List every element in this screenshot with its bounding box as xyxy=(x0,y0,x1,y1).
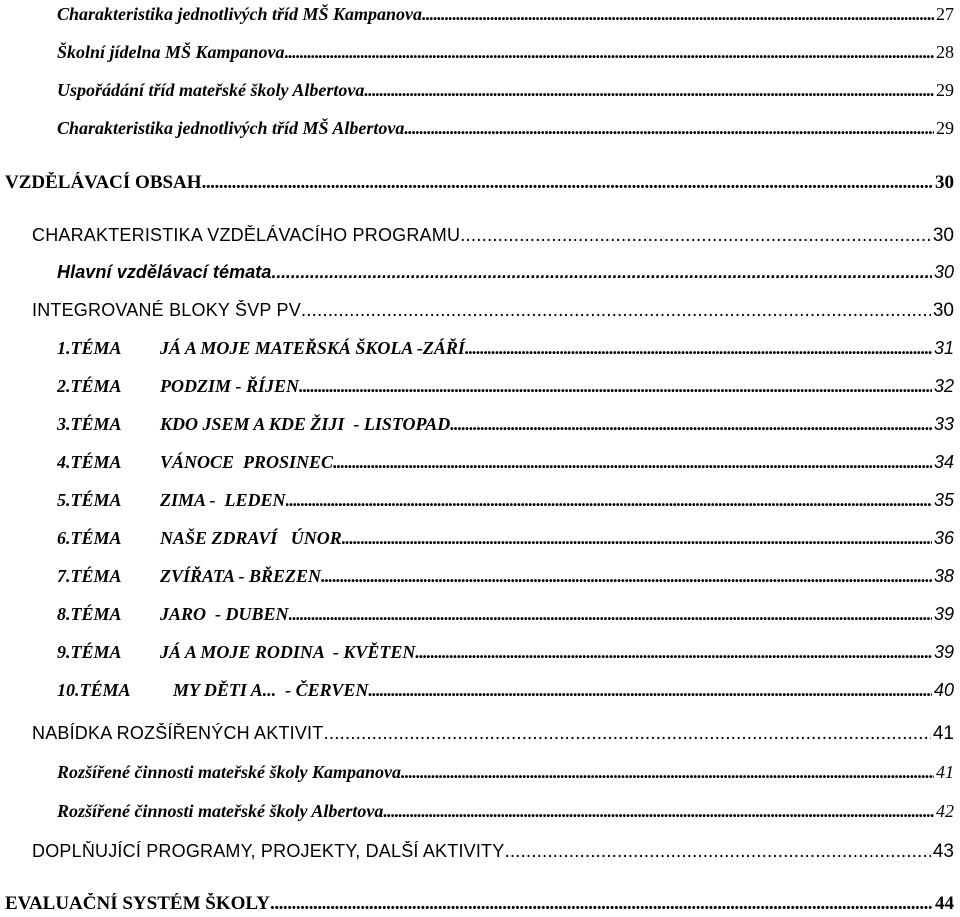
toc-entry-title xyxy=(57,528,342,549)
toc-entry[interactable] xyxy=(5,172,954,194)
toc-dot-leader xyxy=(450,414,932,435)
toc-entry[interactable] xyxy=(57,680,954,701)
toc-topic-number: 6.TÉMA xyxy=(57,528,122,548)
toc-page-number: 29 xyxy=(936,80,954,100)
toc-entry[interactable] xyxy=(5,893,954,915)
toc-entry[interactable] xyxy=(57,642,954,663)
toc-topic-title: ZIMA - LEDEN xyxy=(160,490,286,510)
toc-entry-title: Rozšířené činnosti mateřské školy Kampanova xyxy=(57,762,402,782)
toc-entry[interactable] xyxy=(32,723,954,745)
toc-dot-leader xyxy=(415,642,932,663)
toc-topic-title: ZVÍŘATA - BŘEZEN xyxy=(160,566,322,586)
toc-entry-title xyxy=(57,604,289,625)
toc-dot-leader xyxy=(299,376,932,397)
toc-entry-title xyxy=(57,490,286,511)
toc-topic-number: 2.TÉMA xyxy=(57,376,122,396)
toc-page-number: 36 xyxy=(933,528,954,548)
toc-page-number: 30 xyxy=(932,225,954,246)
toc-dot-leader xyxy=(323,723,930,745)
toc-entry[interactable] xyxy=(57,4,954,25)
toc-entry[interactable] xyxy=(57,528,954,549)
toc-page-number: 32 xyxy=(933,376,954,396)
toc-dot-leader xyxy=(364,80,934,101)
toc-entry-title: DOPLŇUJÍCÍ PROGRAMY, PROJEKTY, DALŠÍ AKTIVITY xyxy=(32,841,505,861)
toc-entry[interactable] xyxy=(57,566,954,587)
toc-dot-leader xyxy=(504,841,930,863)
toc-page-number: 40 xyxy=(933,680,954,700)
toc-entry[interactable] xyxy=(57,338,954,359)
toc-entry[interactable] xyxy=(57,376,954,397)
toc-page-number: 39 xyxy=(933,642,954,662)
toc-entry-title: Charakteristika jednotlivých tříd MŠ Kampanova xyxy=(57,4,423,24)
toc-dot-leader xyxy=(465,338,932,359)
toc-topic-title: KDO JSEM A KDE ŽIJI - LISTOPAD xyxy=(160,414,451,434)
toc-entry[interactable] xyxy=(57,490,954,511)
toc-page-number: 35 xyxy=(933,490,954,510)
toc-entry-title xyxy=(57,452,333,473)
toc-dot-leader xyxy=(422,4,934,25)
toc-entry-title: Charakteristika jednotlivých tříd MŠ Albertova xyxy=(57,118,405,138)
toc-topic-title: NAŠE ZDRAVÍ ÚNOR xyxy=(160,528,342,548)
toc-topic-title: MY DĚTI A... - ČERVEN xyxy=(173,680,369,700)
toc-entry-title xyxy=(57,566,321,587)
toc-dot-leader xyxy=(342,528,932,549)
toc-dot-leader xyxy=(460,225,931,247)
toc-topic-title: PODZIM - ŘÍJEN xyxy=(160,376,300,396)
toc-topic-number: 8.TÉMA xyxy=(57,604,122,624)
toc-dot-leader xyxy=(368,680,932,701)
toc-topic-number: 3.TÉMA xyxy=(57,414,122,434)
toc-dot-leader xyxy=(404,118,934,139)
toc-topic-title: JARO - DUBEN xyxy=(160,604,289,624)
toc-page-number: 38 xyxy=(933,566,954,586)
toc-entry-title xyxy=(57,338,465,359)
toc-dot-leader xyxy=(301,300,931,322)
toc-topic-number: 1.TÉMA xyxy=(57,338,122,358)
toc-entry-title: Uspořádání tříd mateřské školy Albertova xyxy=(57,80,365,100)
toc-page-number: 44 xyxy=(935,893,954,914)
toc-page-number: 39 xyxy=(933,604,954,624)
toc-dot-leader xyxy=(321,566,932,587)
toc-page-number: 30 xyxy=(932,300,954,321)
toc-entry[interactable] xyxy=(57,118,954,139)
toc-entry-title: Hlavní vzdělávací témata xyxy=(57,262,272,282)
toc-entry-title xyxy=(57,642,415,663)
toc-dot-leader xyxy=(383,801,934,822)
toc-page-number: 34 xyxy=(933,452,954,472)
toc-topic-number: 5.TÉMA xyxy=(57,490,122,510)
toc-entry-title: EVALUAČNÍ SYSTÉM ŠKOLY xyxy=(5,893,271,914)
toc-entry[interactable] xyxy=(32,225,954,247)
toc-dot-leader xyxy=(286,490,932,511)
toc-entry-title: Rozšířené činnosti mateřské školy Albertova xyxy=(57,801,384,821)
toc-page-number: 31 xyxy=(933,338,954,358)
toc-topic-title: JÁ A MOJE RODINA - KVĚTEN xyxy=(160,642,416,662)
toc-dot-leader xyxy=(289,604,932,625)
toc-topic-number: 4.TÉMA xyxy=(57,452,122,472)
toc-entry[interactable] xyxy=(32,841,954,863)
toc-entry-title: NABÍDKA ROZŠÍŘENÝCH AKTIVIT xyxy=(32,723,324,743)
toc-entry[interactable] xyxy=(57,604,954,625)
toc-page-number: 41 xyxy=(932,723,954,744)
toc-entry[interactable] xyxy=(57,42,954,63)
toc-entry[interactable] xyxy=(57,414,954,435)
toc-entry-title: VZDĚLÁVACÍ OBSAH xyxy=(5,172,202,193)
toc-topic-title: JÁ A MOJE MATEŘSKÁ ŠKOLA -ZÁŘÍ xyxy=(160,338,465,358)
toc-entry-title: CHARAKTERISTIKA VZDĚLÁVACÍHO PROGRAMU xyxy=(32,225,461,245)
toc-page-number: 41 xyxy=(936,762,954,782)
toc-dot-leader xyxy=(202,172,933,194)
toc-topic-number: 10.TÉMA xyxy=(57,680,131,700)
toc-entry[interactable] xyxy=(57,801,954,822)
toc-page-number: 28 xyxy=(936,42,954,62)
toc-page-number: 29 xyxy=(936,118,954,138)
toc-dot-leader xyxy=(272,262,932,283)
toc-entry-title xyxy=(57,414,450,435)
toc-topic-number: 7.TÉMA xyxy=(57,566,122,586)
toc-entry[interactable] xyxy=(57,262,954,283)
toc-topic-number: 9.TÉMA xyxy=(57,642,122,662)
toc-entry-title xyxy=(57,376,299,397)
toc-dot-leader xyxy=(333,452,932,473)
toc-page-number: 27 xyxy=(936,4,954,24)
toc-entry-title xyxy=(57,680,368,701)
toc-dot-leader xyxy=(401,762,934,783)
toc-page-number: 33 xyxy=(933,414,954,434)
toc-dot-leader xyxy=(270,893,933,915)
toc-dot-leader xyxy=(285,42,934,63)
toc-page-number: 42 xyxy=(936,801,954,821)
toc-entry[interactable] xyxy=(57,80,954,101)
toc-topic-title: VÁNOCE PROSINEC xyxy=(160,452,334,472)
toc-entry[interactable] xyxy=(57,762,954,783)
toc-entry-title: Školní jídelna MŠ Kampanova xyxy=(57,42,285,62)
toc-page-number: 43 xyxy=(932,841,954,862)
toc-page-number: 30 xyxy=(933,262,954,282)
toc-page-number: 30 xyxy=(935,172,954,193)
toc-entry-title: INTEGROVANÉ BLOKY ŠVP PV xyxy=(32,300,301,320)
toc-entry[interactable] xyxy=(32,300,954,322)
toc-entry[interactable] xyxy=(57,452,954,473)
